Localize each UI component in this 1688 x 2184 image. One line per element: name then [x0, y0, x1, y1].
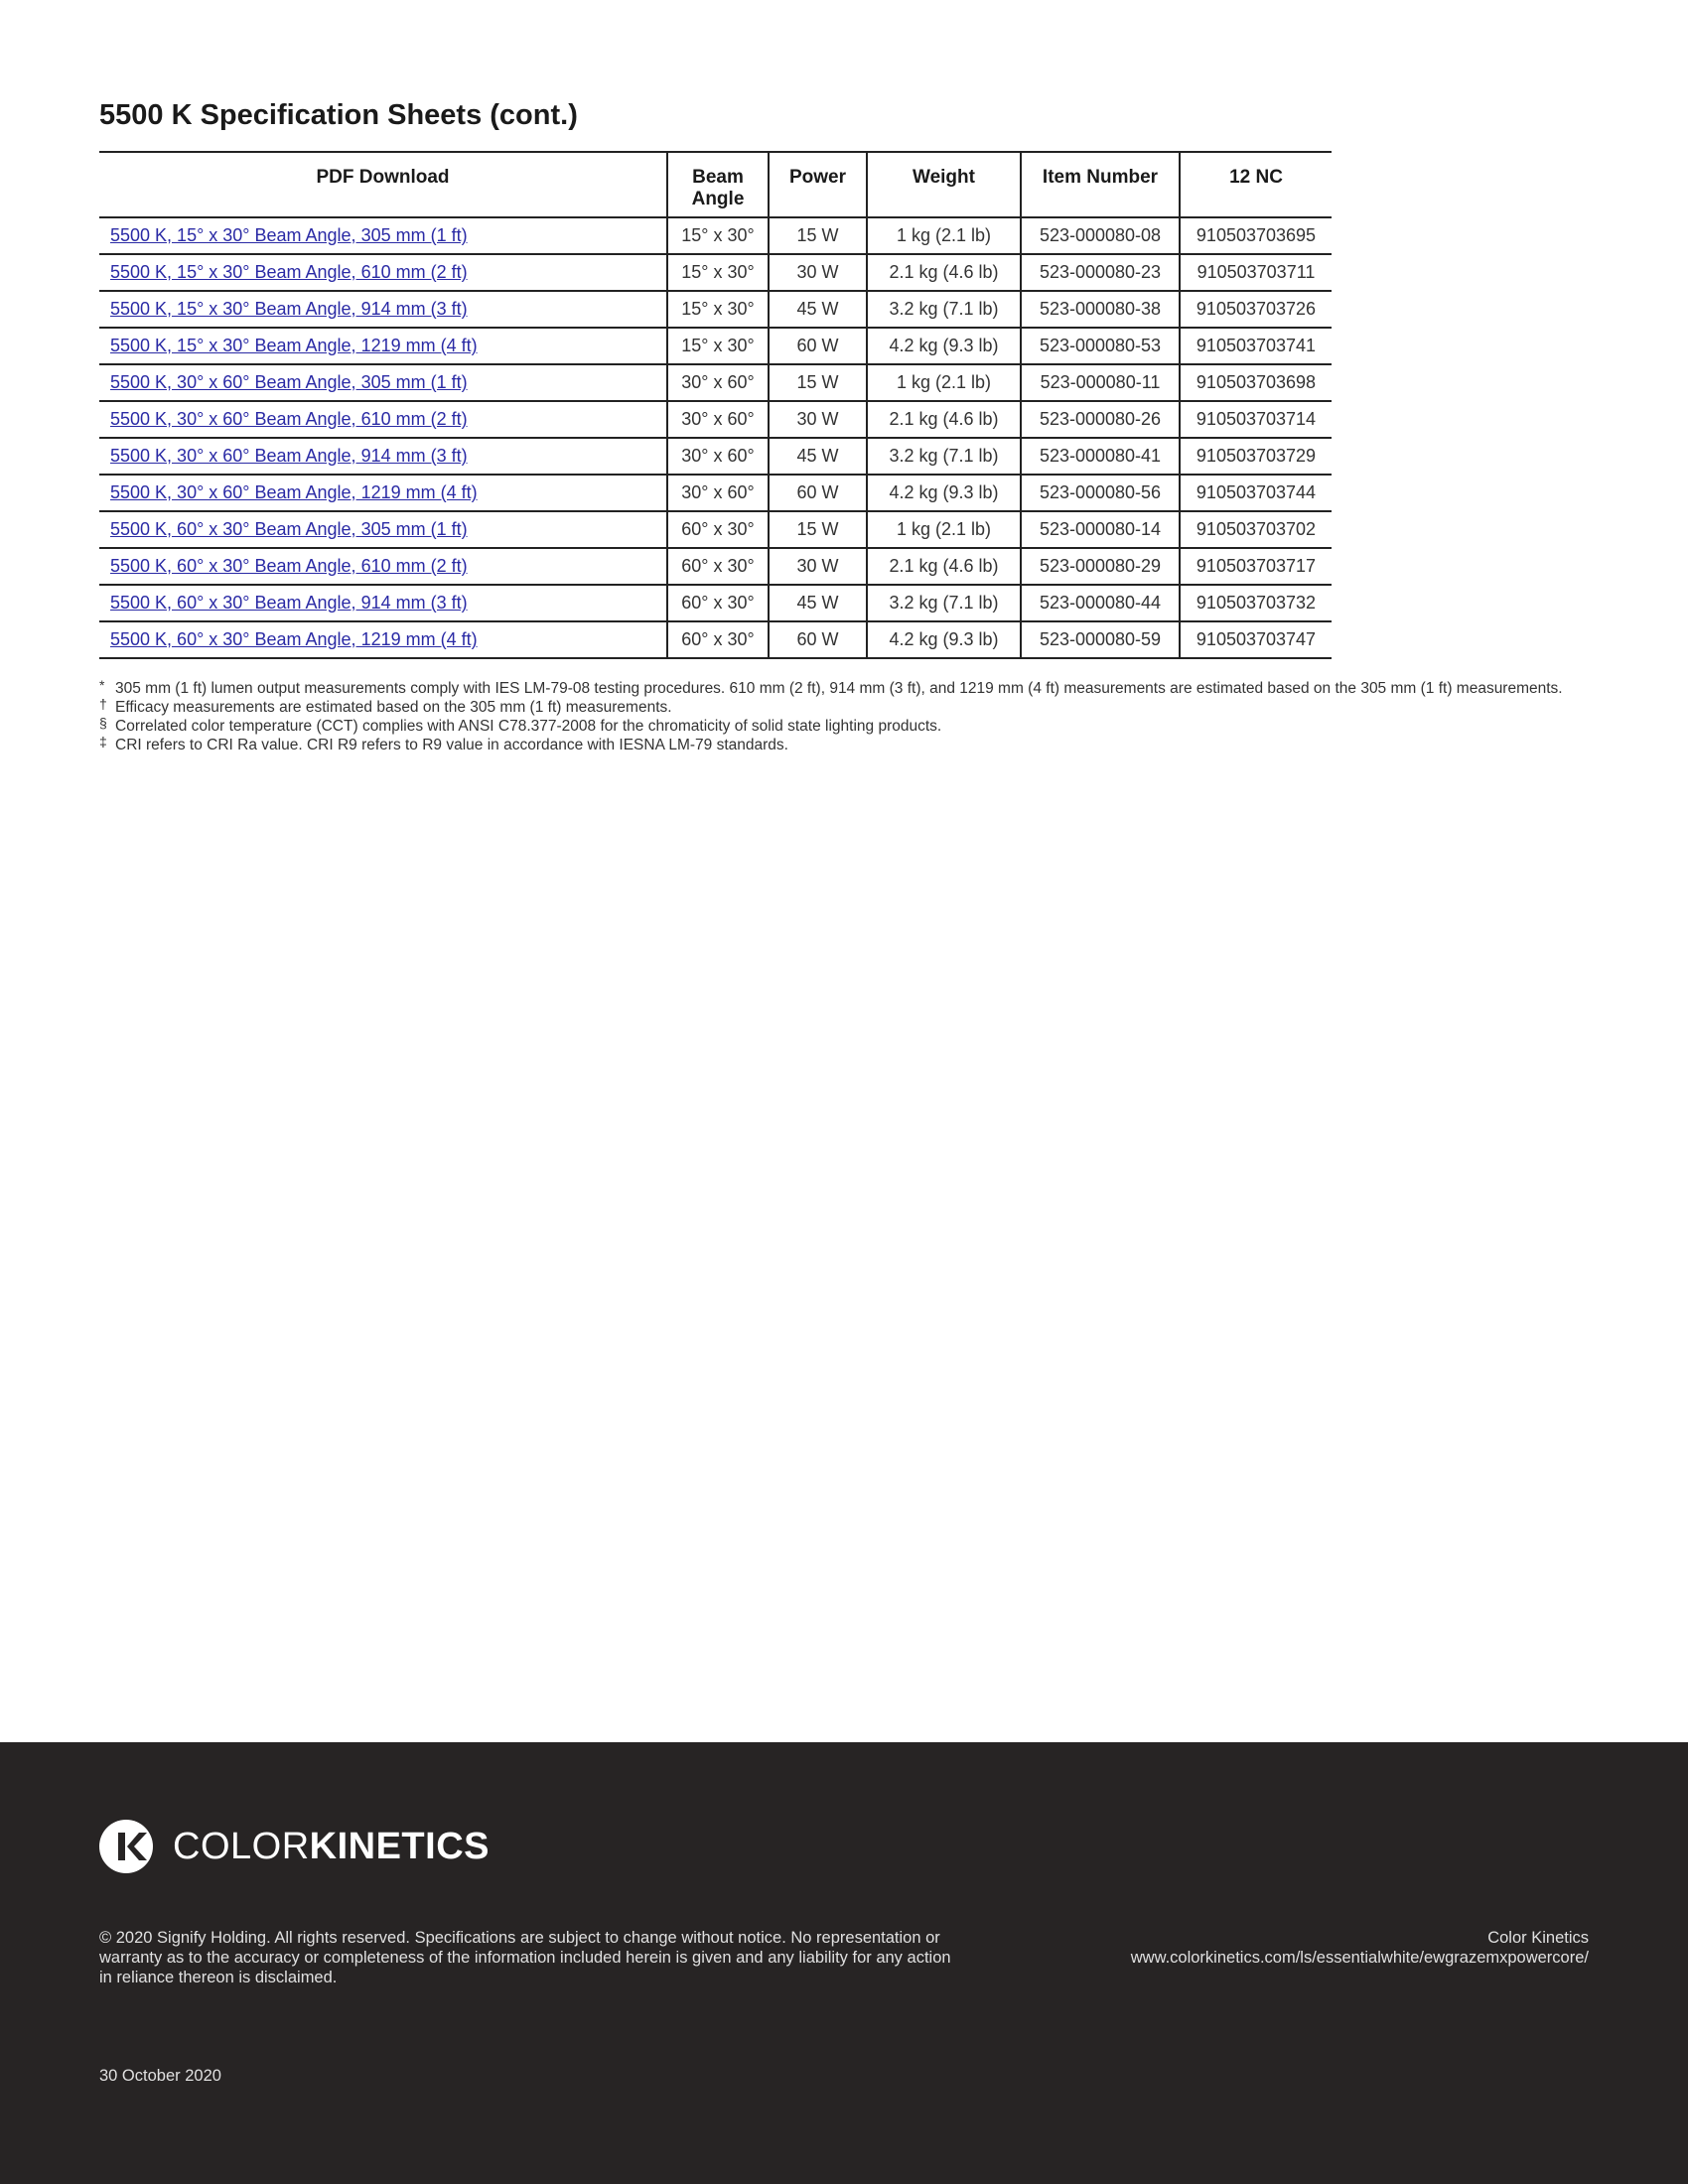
- weight-cell: 3.2 kg (7.1 lb): [867, 585, 1021, 621]
- pdf-download-cell[interactable]: [99, 328, 667, 364]
- footnote-text: 305 mm (1 ft) lumen output measurements comply with IES LM-79-08 testing procedures. 610 mm (2 ft), 914 mm (3 ft), and 1219 mm (4 ft) measurements are estimated based on the 305 mm (1 ft) measurements.: [115, 680, 1563, 697]
- footnote-mark: ‡: [99, 734, 107, 750]
- footnote-mark: §: [99, 715, 107, 731]
- table-row: [99, 511, 1332, 548]
- twelve-nc-cell: 910503703726: [1180, 291, 1332, 328]
- twelve-nc-cell: 910503703711: [1180, 254, 1332, 291]
- pdf-download-cell[interactable]: [99, 511, 667, 548]
- pdf-download-cell[interactable]: [99, 438, 667, 475]
- table-row: [99, 621, 1332, 658]
- item-number-cell: 523-000080-29: [1021, 548, 1180, 585]
- weight-cell: 1 kg (2.1 lb): [867, 511, 1021, 548]
- header-weight: Weight: [867, 152, 1021, 217]
- footnotes: [99, 679, 1589, 754]
- power-cell: 60 W: [769, 621, 867, 658]
- weight-cell: 1 kg (2.1 lb): [867, 217, 1021, 254]
- header-beam-angle-label: Beam Angle: [691, 167, 745, 209]
- footnote-text: Correlated color temperature (CCT) complies with ANSI C78.377-2008 for the chromaticity of solid state lighting products.: [115, 718, 942, 735]
- pdf-download-link[interactable]: 5500 K, 30° x 60° Beam Angle, 610 mm (2 ft): [110, 409, 468, 429]
- item-number-cell: 523-000080-23: [1021, 254, 1180, 291]
- power-cell: 15 W: [769, 511, 867, 548]
- website-url[interactable]: www.colorkinetics.com/ls/essentialwhite/ewgrazemxpowercore/: [1130, 1949, 1589, 1967]
- header-pdf-download: PDF Download: [99, 152, 667, 217]
- table-row: [99, 254, 1332, 291]
- twelve-nc-cell: 910503703744: [1180, 475, 1332, 511]
- publication-date: 30 October 2020: [99, 2067, 221, 2085]
- footnote-mark: †: [99, 696, 107, 712]
- logo-wordmark: [173, 1826, 490, 1868]
- pdf-download-link[interactable]: 5500 K, 30° x 60° Beam Angle, 1219 mm (4 ft): [110, 482, 478, 502]
- pdf-download-link[interactable]: 5500 K, 15° x 30° Beam Angle, 1219 mm (4 ft): [110, 336, 478, 355]
- power-cell: 30 W: [769, 548, 867, 585]
- weight-cell: 2.1 kg (4.6 lb): [867, 401, 1021, 438]
- item-number-cell: 523-000080-11: [1021, 364, 1180, 401]
- pdf-download-link[interactable]: 5500 K, 60° x 30° Beam Angle, 914 mm (3 ft): [110, 593, 468, 613]
- weight-cell: 1 kg (2.1 lb): [867, 364, 1021, 401]
- footnote: [99, 679, 1589, 698]
- beam-angle-cell: 15° x 30°: [667, 254, 769, 291]
- pdf-download-cell[interactable]: [99, 621, 667, 658]
- table-row: [99, 548, 1332, 585]
- pdf-download-link[interactable]: 5500 K, 60° x 30° Beam Angle, 305 mm (1 ft): [110, 519, 468, 539]
- twelve-nc-cell: 910503703714: [1180, 401, 1332, 438]
- table-row: [99, 291, 1332, 328]
- header-power: Power: [769, 152, 867, 217]
- logo-word-kinetics: KINETICS: [309, 1825, 490, 1867]
- company-name: Color Kinetics: [1487, 1929, 1589, 1947]
- pdf-download-link[interactable]: 5500 K, 30° x 60° Beam Angle, 305 mm (1 ft): [110, 372, 468, 392]
- item-number-cell: 523-000080-44: [1021, 585, 1180, 621]
- weight-cell: 3.2 kg (7.1 lb): [867, 291, 1021, 328]
- pdf-download-cell[interactable]: [99, 585, 667, 621]
- copyright-notice: © 2020 Signify Holding. All rights reserved. Specifications are subject to change without notice. No representation or warranty as to the accuracy or completeness of the information included herein is given and any liability for any action in reliance thereon is disclaimed.: [99, 1929, 951, 1986]
- footnote-mark: *: [99, 677, 105, 693]
- beam-angle-cell: 60° x 30°: [667, 548, 769, 585]
- footnote: [99, 698, 1589, 717]
- page-title: 5500 K Specification Sheets (cont.): [99, 99, 578, 131]
- power-cell: 45 W: [769, 585, 867, 621]
- twelve-nc-cell: 910503703695: [1180, 217, 1332, 254]
- table-row: [99, 438, 1332, 475]
- header-12nc: 12 NC: [1180, 152, 1332, 217]
- beam-angle-cell: 60° x 30°: [667, 511, 769, 548]
- weight-cell: 2.1 kg (4.6 lb): [867, 254, 1021, 291]
- footnote-text: Efficacy measurements are estimated based on the 305 mm (1 ft) measurements.: [115, 699, 672, 716]
- weight-cell: 3.2 kg (7.1 lb): [867, 438, 1021, 475]
- power-cell: 30 W: [769, 401, 867, 438]
- table-row: [99, 475, 1332, 511]
- item-number-cell: 523-000080-59: [1021, 621, 1180, 658]
- table-row: [99, 328, 1332, 364]
- item-number-cell: 523-000080-08: [1021, 217, 1180, 254]
- item-number-cell: 523-000080-14: [1021, 511, 1180, 548]
- item-number-cell: 523-000080-41: [1021, 438, 1180, 475]
- color-kinetics-logo-icon: [99, 1820, 153, 1873]
- beam-angle-cell: 30° x 60°: [667, 401, 769, 438]
- table-body: [99, 217, 1332, 658]
- beam-angle-cell: 30° x 60°: [667, 475, 769, 511]
- pdf-download-link[interactable]: 5500 K, 15° x 30° Beam Angle, 914 mm (3 ft): [110, 299, 468, 319]
- power-cell: 15 W: [769, 364, 867, 401]
- pdf-download-link[interactable]: 5500 K, 60° x 30° Beam Angle, 610 mm (2 ft): [110, 556, 468, 576]
- power-cell: 45 W: [769, 438, 867, 475]
- power-cell: 30 W: [769, 254, 867, 291]
- weight-cell: 2.1 kg (4.6 lb): [867, 548, 1021, 585]
- header-beam-angle: [667, 152, 769, 217]
- beam-angle-cell: 60° x 30°: [667, 585, 769, 621]
- pdf-download-cell[interactable]: [99, 254, 667, 291]
- power-cell: 60 W: [769, 475, 867, 511]
- weight-cell: 4.2 kg (9.3 lb): [867, 475, 1021, 511]
- twelve-nc-cell: 910503703741: [1180, 328, 1332, 364]
- pdf-download-link[interactable]: 5500 K, 15° x 30° Beam Angle, 305 mm (1 ft): [110, 225, 468, 245]
- footnote: [99, 736, 1589, 754]
- twelve-nc-cell: 910503703732: [1180, 585, 1332, 621]
- pdf-download-cell[interactable]: [99, 401, 667, 438]
- pdf-download-cell[interactable]: [99, 364, 667, 401]
- pdf-download-cell[interactable]: [99, 475, 667, 511]
- power-cell: 15 W: [769, 217, 867, 254]
- pdf-download-link[interactable]: 5500 K, 30° x 60° Beam Angle, 914 mm (3 ft): [110, 446, 468, 466]
- color-kinetics-logo: [99, 1820, 490, 1873]
- table-row: [99, 585, 1332, 621]
- spec-sheets-table: [99, 151, 1332, 659]
- power-cell: 60 W: [769, 328, 867, 364]
- table-row: [99, 364, 1332, 401]
- table-row: [99, 401, 1332, 438]
- item-number-cell: 523-000080-26: [1021, 401, 1180, 438]
- beam-angle-cell: 30° x 60°: [667, 364, 769, 401]
- pdf-download-cell[interactable]: [99, 217, 667, 254]
- item-number-cell: 523-000080-56: [1021, 475, 1180, 511]
- beam-angle-cell: 60° x 30°: [667, 621, 769, 658]
- beam-angle-cell: 15° x 30°: [667, 291, 769, 328]
- pdf-download-link[interactable]: 5500 K, 60° x 30° Beam Angle, 1219 mm (4 ft): [110, 629, 478, 649]
- footnote: [99, 717, 1589, 736]
- pdf-download-link[interactable]: 5500 K, 15° x 30° Beam Angle, 610 mm (2 ft): [110, 262, 468, 282]
- twelve-nc-cell: 910503703747: [1180, 621, 1332, 658]
- table-row: [99, 217, 1332, 254]
- item-number-cell: 523-000080-53: [1021, 328, 1180, 364]
- footnote-text: CRI refers to CRI Ra value. CRI R9 refers to R9 value in accordance with IESNA LM-79 standards.: [115, 737, 788, 753]
- contact-info: [1131, 1928, 1589, 1968]
- twelve-nc-cell: 910503703729: [1180, 438, 1332, 475]
- header-item-number: Item Number: [1021, 152, 1180, 217]
- twelve-nc-cell: 910503703717: [1180, 548, 1332, 585]
- pdf-download-cell[interactable]: [99, 548, 667, 585]
- power-cell: 45 W: [769, 291, 867, 328]
- table-header-row: [99, 152, 1332, 217]
- beam-angle-cell: 15° x 30°: [667, 217, 769, 254]
- page-footer: [0, 1742, 1688, 2184]
- beam-angle-cell: 15° x 30°: [667, 328, 769, 364]
- weight-cell: 4.2 kg (9.3 lb): [867, 621, 1021, 658]
- item-number-cell: 523-000080-38: [1021, 291, 1180, 328]
- twelve-nc-cell: 910503703702: [1180, 511, 1332, 548]
- beam-angle-cell: 30° x 60°: [667, 438, 769, 475]
- pdf-download-cell[interactable]: [99, 291, 667, 328]
- logo-word-color: COLOR: [173, 1825, 310, 1867]
- weight-cell: 4.2 kg (9.3 lb): [867, 328, 1021, 364]
- twelve-nc-cell: 910503703698: [1180, 364, 1332, 401]
